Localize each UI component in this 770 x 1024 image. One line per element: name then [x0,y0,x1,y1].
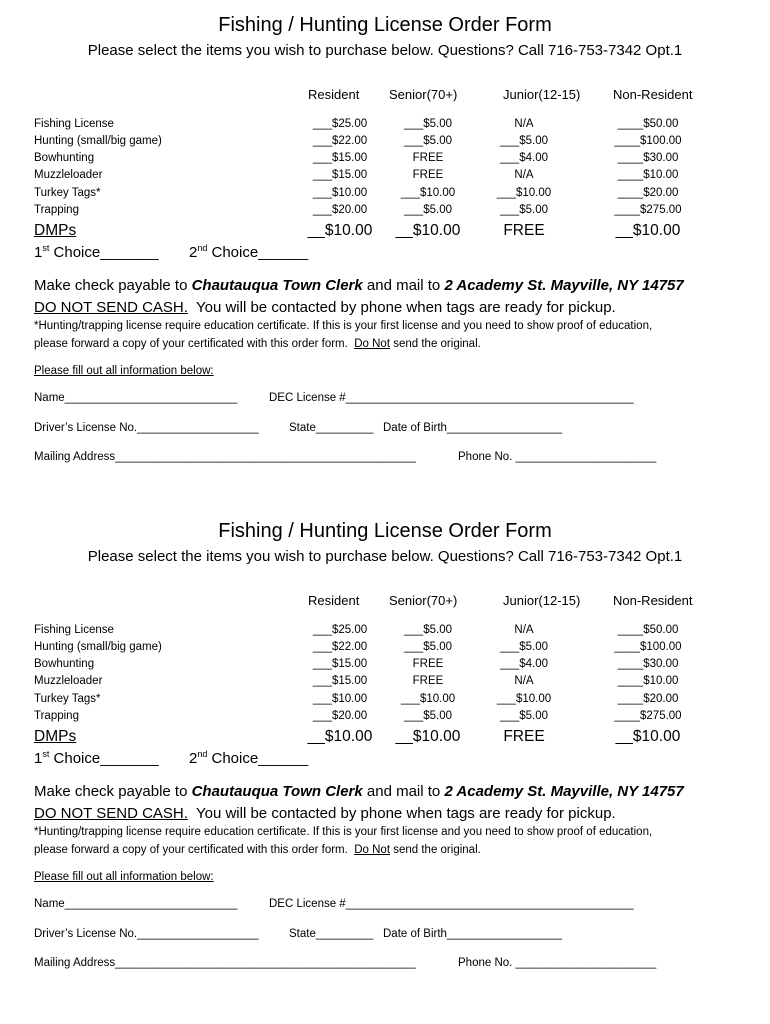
education-note-line2: please forward a copy of your certificated with this order form. Do Not send the original. [34,844,481,856]
license-name: Fishing License [34,624,114,636]
name-field[interactable]: Name___________________________ [34,898,238,910]
price-cell[interactable]: ___$20.00 [312,710,368,722]
price-cell[interactable]: ____$275.00 [614,204,682,216]
license-row [34,675,724,692]
date-of-birth-field[interactable]: Date of Birth__________________ [383,422,563,434]
price-cell[interactable]: ___$15.00 [312,675,368,687]
price-cell[interactable]: ___$5.00 [404,118,452,130]
column-header-resident: Resident [308,593,360,608]
dmp-price-cell[interactable]: __$10.00 [307,222,373,239]
choice-line [34,243,308,261]
education-note-line1: *Hunting/trapping license require education certificate. If this is your first license and you need to show proof of education, [34,320,653,332]
license-row [34,135,724,152]
column-header-senior: Senior(70+) [389,87,458,102]
form-subtitle: Please select the items you wish to purchase below. Questions? Call 716-753-7342 Opt.1 [87,42,683,59]
price-cell[interactable]: ____$100.00 [614,135,682,147]
first-choice-field[interactable]: 1st Choice_______ [34,243,159,261]
column-header-nonresident: Non-Resident [613,593,693,608]
fill-out-heading: Please fill out all information below: [34,365,214,377]
second-choice-field[interactable]: 2nd Choice______ [188,749,309,767]
column-header-junior: Junior(12-15) [503,87,581,102]
license-name: Hunting (small/big game) [34,135,162,147]
date-of-birth-field[interactable]: Date of Birth__________________ [383,928,563,940]
license-row [34,624,724,641]
dmp-price-cell[interactable]: __$10.00 [395,728,461,745]
name-field[interactable]: Name___________________________ [34,392,238,404]
license-name: Turkey Tags* [34,693,101,705]
price-cell[interactable]: ___$4.00 [500,152,548,164]
price-cell[interactable]: ___$5.00 [404,624,452,636]
license-row [34,152,724,169]
payment-instructions: Make check payable to Chautauqua Town Clerk and mail to 2 Academy St. Mayville, NY 14757 [34,783,684,800]
dec-license-field[interactable]: DEC License #_____________________________________________ [269,392,634,404]
column-header-junior: Junior(12-15) [503,593,581,608]
mailing-address-field[interactable]: Mailing Address_______________________________________________ [34,451,416,463]
price-cell[interactable]: ____$20.00 [617,187,679,199]
license-name: Muzzleloader [34,675,103,687]
price-cell[interactable]: ___$5.00 [500,204,548,216]
price-cell[interactable]: ____$10.00 [617,675,679,687]
price-cell[interactable]: ___$10.00 [496,693,552,705]
drivers-license-field[interactable]: Driver’s License No.___________________ [34,422,259,434]
price-cell[interactable]: ___$4.00 [500,658,548,670]
state-field[interactable]: State_________ [289,928,374,940]
price-cell[interactable]: ____$275.00 [614,710,682,722]
license-name: Hunting (small/big game) [34,641,162,653]
license-row [34,710,724,727]
price-cell[interactable]: ___$5.00 [404,204,452,216]
price-cell[interactable]: ___$15.00 [312,658,368,670]
price-cell[interactable]: ___$10.00 [312,187,368,199]
drivers-license-field[interactable]: Driver’s License No.___________________ [34,928,259,940]
license-name: Trapping [34,710,79,722]
license-name: Bowhunting [34,152,95,164]
price-cell[interactable]: ___$22.00 [312,135,368,147]
order-form-1 [0,0,770,506]
license-name: Muzzleloader [34,169,103,181]
dec-license-field[interactable]: DEC License #_____________________________________________ [269,898,634,910]
form-title: Fishing / Hunting License Order Form [218,14,552,36]
license-row [34,658,724,675]
price-cell[interactable]: ____$20.00 [617,693,679,705]
payee-name: Chautauqua Town Clerk [191,277,363,294]
price-cell[interactable]: ___$5.00 [500,135,548,147]
price-cell[interactable]: ___$10.00 [496,187,552,199]
mailing-address-text: 2 Academy St. Mayville, NY 14757 [444,783,684,800]
education-note-line2: please forward a copy of your certificated with this order form. Do Not send the original. [34,338,481,350]
price-cell[interactable]: N/A [514,118,534,130]
column-header-senior: Senior(70+) [389,593,458,608]
no-cash-notice: DO NOT SEND CASH. You will be contacted by phone when tags are ready for pickup. [34,805,616,822]
price-cell[interactable]: ___$15.00 [312,169,368,181]
form-title: Fishing / Hunting License Order Form [218,520,552,542]
mailing-address-text: 2 Academy St. Mayville, NY 14757 [444,277,684,294]
license-name: Bowhunting [34,658,95,670]
price-cell[interactable]: ____$30.00 [617,658,679,670]
price-cell[interactable]: ____$50.00 [617,118,679,130]
education-note-line1: *Hunting/trapping license require education certificate. If this is your first license and you need to show proof of education, [34,826,653,838]
dmp-label: DMPs [34,728,77,745]
form-subtitle: Please select the items you wish to purchase below. Questions? Call 716-753-7342 Opt.1 [87,548,683,565]
dmp-price-cell[interactable]: __$10.00 [395,222,461,239]
phone-field[interactable]: Phone No. ______________________ [458,451,657,463]
license-row [34,641,724,658]
price-cell[interactable]: FREE [412,675,444,687]
license-row [34,204,724,221]
choice-line [34,749,308,767]
price-cell[interactable]: ___$10.00 [312,693,368,705]
dmp-row [34,222,724,244]
price-cell[interactable]: ___$5.00 [500,641,548,653]
license-row [34,693,724,710]
dmp-label: DMPs [34,222,77,239]
price-cell[interactable]: ___$20.00 [312,204,368,216]
fill-out-heading: Please fill out all information below: [34,871,214,883]
price-cell[interactable]: ___$5.00 [500,710,548,722]
license-row [34,169,724,186]
license-row [34,187,724,204]
price-cell[interactable]: ___$25.00 [312,624,368,636]
column-header-nonresident: Non-Resident [613,87,693,102]
second-choice-field[interactable]: 2nd Choice______ [188,243,309,261]
price-cell[interactable]: ___$25.00 [312,118,368,130]
phone-field[interactable]: Phone No. ______________________ [458,957,657,969]
price-cell[interactable]: ____$10.00 [617,169,679,181]
license-name: Trapping [34,204,79,216]
price-cell[interactable]: ___$15.00 [312,152,368,164]
mailing-address-field[interactable]: Mailing Address_______________________________________________ [34,957,416,969]
price-cell[interactable]: FREE [412,169,444,181]
price-cell[interactable]: ____$50.00 [617,624,679,636]
dmp-price-cell[interactable]: __$10.00 [307,728,373,745]
license-name: Turkey Tags* [34,187,101,199]
price-cell[interactable]: N/A [514,169,534,181]
first-choice-field[interactable]: 1st Choice_______ [34,749,159,767]
price-cell[interactable]: ___$10.00 [400,187,456,199]
price-cell[interactable]: ____$30.00 [617,152,679,164]
no-cash-notice: DO NOT SEND CASH. You will be contacted by phone when tags are ready for pickup. [34,299,616,316]
payment-instructions: Make check payable to Chautauqua Town Clerk and mail to 2 Academy St. Mayville, NY 14757 [34,277,684,294]
price-cell[interactable]: ___$5.00 [404,135,452,147]
order-form-2 [0,506,770,1012]
price-cell[interactable]: ____$100.00 [614,641,682,653]
dmp-price-cell[interactable]: __$10.00 [615,728,681,745]
price-cell[interactable]: N/A [514,675,534,687]
column-header-resident: Resident [308,87,360,102]
dmp-row [34,728,724,750]
license-row [34,118,724,135]
price-cell[interactable]: FREE [412,152,444,164]
dmp-price-cell[interactable]: FREE [503,728,545,745]
price-cell[interactable]: ___$5.00 [404,710,452,722]
price-cell[interactable]: ___$22.00 [312,641,368,653]
payee-name: Chautauqua Town Clerk [191,783,363,800]
price-cell[interactable]: N/A [514,624,534,636]
dmp-price-cell[interactable]: FREE [503,222,545,239]
state-field[interactable]: State_________ [289,422,374,434]
price-cell[interactable]: ___$10.00 [400,693,456,705]
price-cell[interactable]: ___$5.00 [404,641,452,653]
dmp-price-cell[interactable]: __$10.00 [615,222,681,239]
license-name: Fishing License [34,118,114,130]
price-cell[interactable]: FREE [412,658,444,670]
